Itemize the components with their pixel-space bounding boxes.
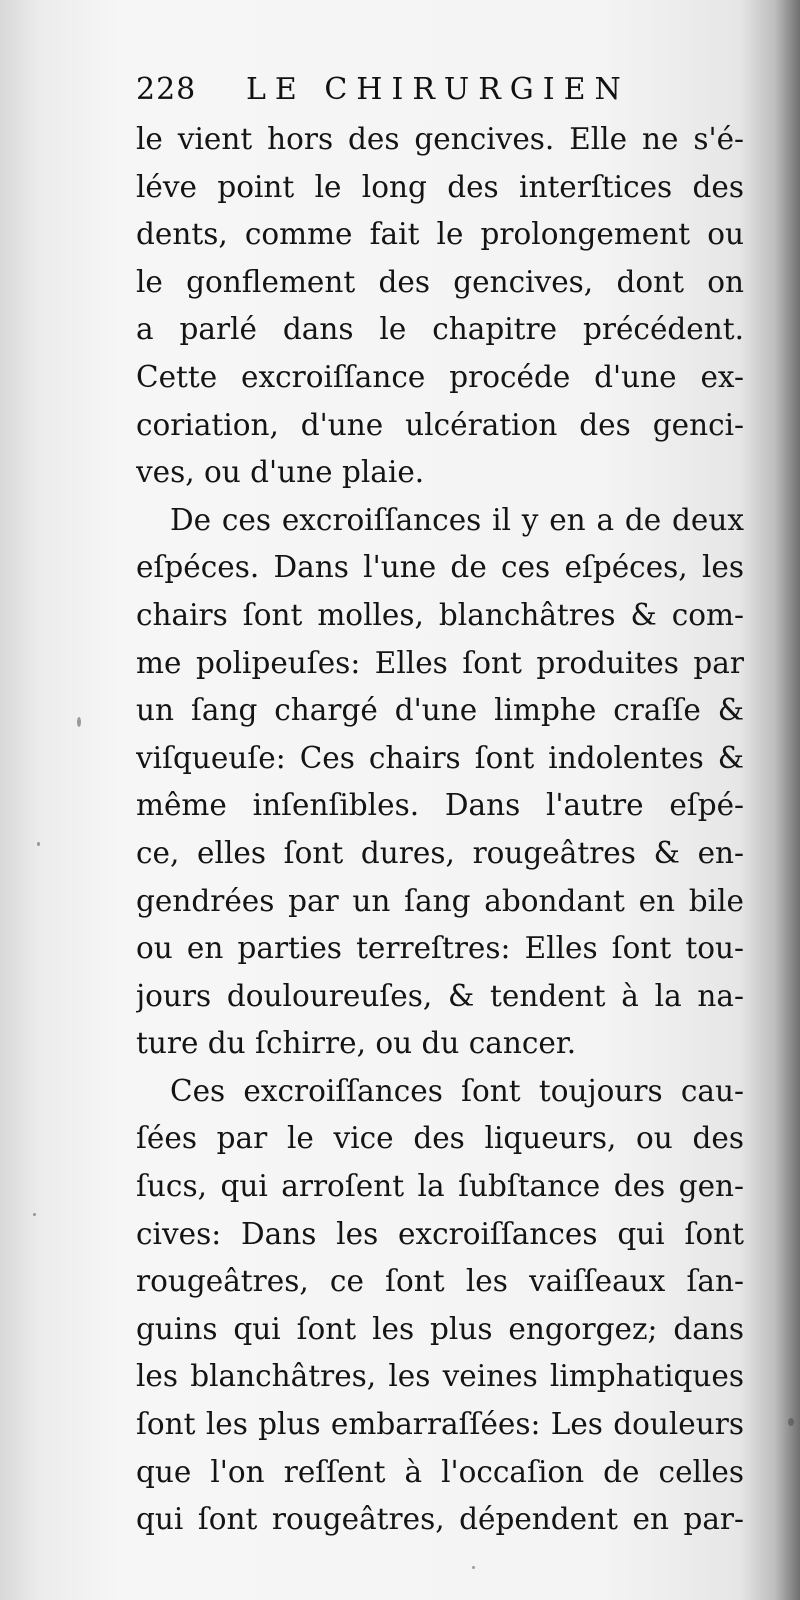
text-line: chairs ſont molles, blanchâtres & com-	[136, 597, 744, 632]
text-line: Ces excroiſſances ſont toujours cau-	[170, 1073, 744, 1108]
ink-speck	[77, 717, 81, 727]
ink-speck	[37, 842, 40, 846]
page-number: 228	[136, 72, 197, 107]
text-line: viſqueuſe: Ces chairs ſont indolentes &	[136, 740, 744, 775]
text-line: le gonflement des gencives, dont on	[136, 264, 744, 299]
text-line: le vient hors des gencives. Elle ne s'é-	[136, 122, 744, 156]
text-line: ſées par le vice des liqueurs, ou des	[136, 1121, 744, 1156]
text-line: qui ſont rougeâtres, dépendent en par-	[136, 1502, 744, 1537]
text-line: que l'on reſſent à l'occaſion de celles	[136, 1454, 744, 1489]
page-header	[136, 62, 736, 110]
text-line: me polipeuſes: Elles ſont produites par	[136, 645, 744, 680]
ink-speck	[788, 1418, 794, 1426]
text-line: coriation, d'une ulcération des genci-	[136, 407, 744, 442]
text-line: léve point le long des interſtices des	[136, 169, 744, 204]
text-line: jours douloureuſes, & tendent à la na-	[136, 978, 744, 1013]
text-line: dents, comme fait le prolongement ou	[136, 217, 744, 252]
text-line: ou en parties terreſtres: Elles ſont tou-	[136, 931, 744, 966]
body-text	[136, 116, 744, 1544]
text-line: ture du ſchirre, ou du cancer.	[136, 1026, 577, 1061]
text-line: De ces excroiſſances il y en a de deux	[170, 502, 744, 537]
text-line: Cette excroiſſance procéde d'une ex-	[136, 359, 744, 394]
text-line: rougeâtres, ce ſont les vaiſſeaux ſan-	[136, 1264, 744, 1299]
text-line: un ſang chargé d'une limphe craſſe &	[136, 693, 744, 728]
text-line: guins qui ſont les plus engorgez; dans	[136, 1311, 744, 1346]
ink-speck	[33, 1213, 36, 1216]
text-line: ce, elles ſont dures, rougeâtres & en-	[136, 835, 744, 870]
text-line: gendrées par un ſang abondant en bile	[136, 883, 744, 918]
text-line: même inſenſibles. Dans l'autre eſpé-	[136, 788, 744, 823]
running-title: LE CHIRURGIEN	[246, 72, 630, 107]
text-line: ves, ou d'une plaie.	[136, 455, 425, 490]
text-line: ſont les plus embarraſſées: Les douleurs	[136, 1407, 744, 1442]
text-line: cives: Dans les excroiſſances qui ſont	[136, 1216, 744, 1251]
ink-speck	[472, 1566, 475, 1569]
text-line: ſucs, qui arroſent la ſubſtance des gen-	[136, 1169, 744, 1204]
text-line: les blanchâtres, les veines limphatiques	[136, 1359, 744, 1394]
text-line: a parlé dans le chapitre précédent.	[136, 312, 744, 347]
text-line: eſpéces. Dans l'une de ces eſpéces, les	[136, 550, 744, 585]
